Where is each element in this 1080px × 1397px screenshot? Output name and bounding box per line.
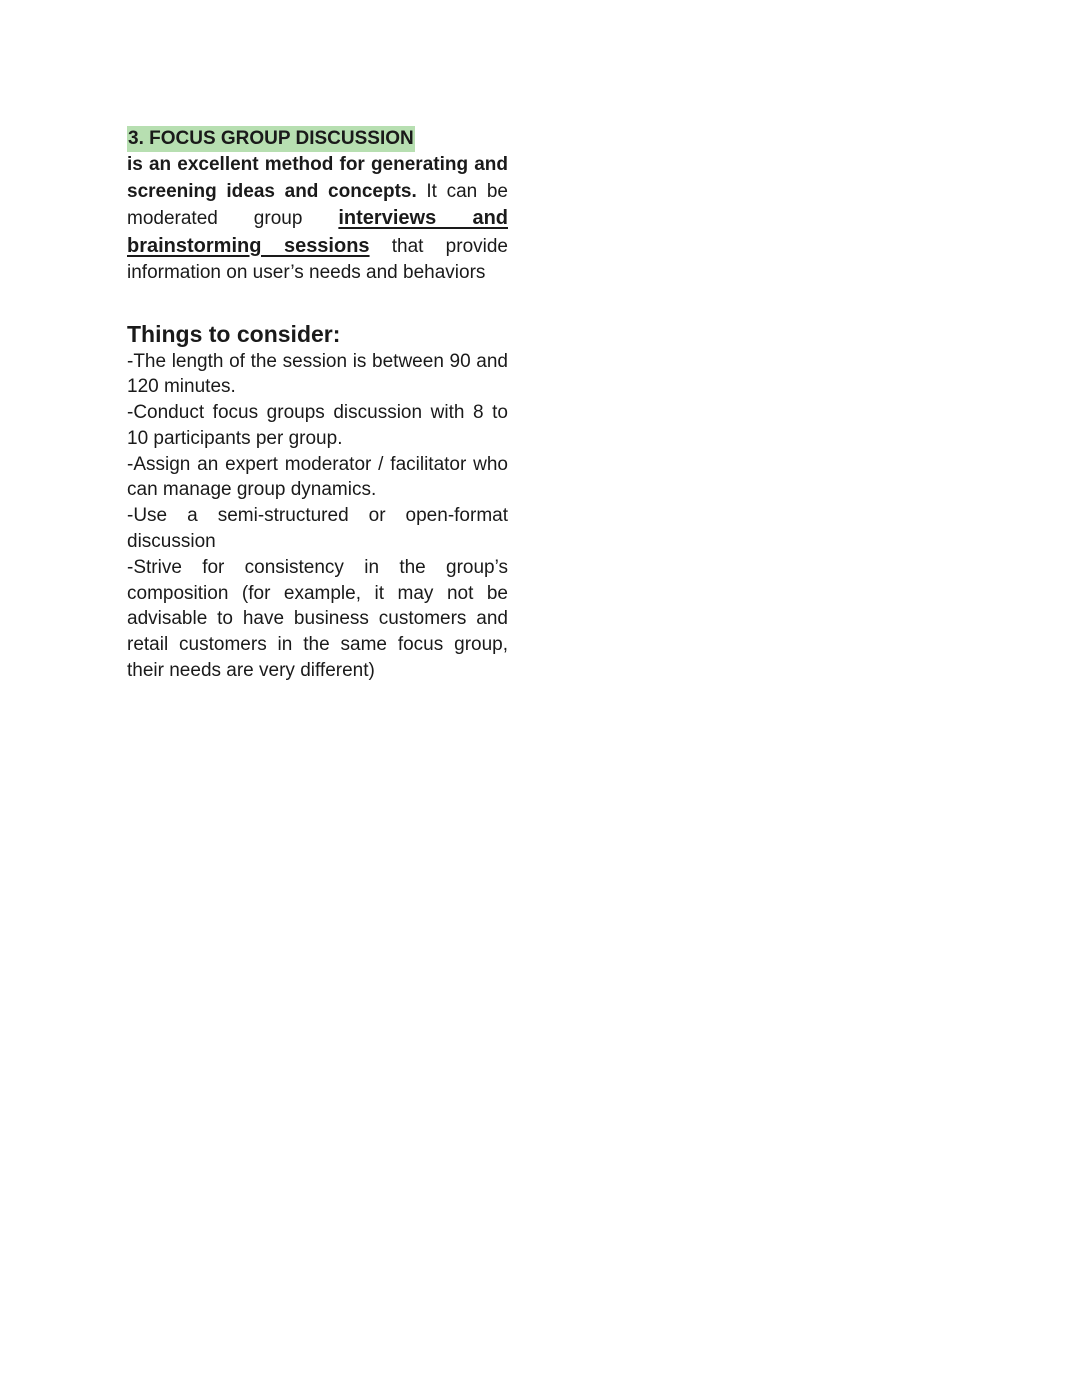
intro-bold-lead: is an excellent method for generating and screening ideas and concepts. bbox=[127, 154, 508, 202]
intro-paragraph bbox=[127, 152, 508, 287]
consideration-item: -Use a semi-structured or open-format discussion bbox=[127, 505, 508, 553]
document-content bbox=[127, 126, 508, 684]
considerations-heading: Things to consider: bbox=[127, 320, 341, 347]
section-heading: 3. FOCUS GROUP DISCUSSION bbox=[127, 126, 415, 152]
consideration-item: -Strive for consistency in the group’s composition (for example, it may not be advisable to have business customers and retail customers in the same focus group, their needs are very different) bbox=[127, 556, 508, 682]
intro-text-end: that provide information on user’s needs and behaviors bbox=[127, 235, 508, 283]
consideration-item: -Conduct focus groups discussion with 8 to 10 participants per group. bbox=[127, 402, 508, 449]
consideration-item: -The length of the session is between 90 and 120 minutes. bbox=[127, 350, 508, 398]
intro-underlined-text: interviews and brainstorming sessions bbox=[127, 207, 508, 257]
consideration-item: -Assign an expert moderator / facilitator who can manage group dynamics. bbox=[127, 453, 508, 501]
intro-text: It can be moderated group bbox=[127, 180, 508, 229]
considerations-list bbox=[127, 349, 508, 684]
